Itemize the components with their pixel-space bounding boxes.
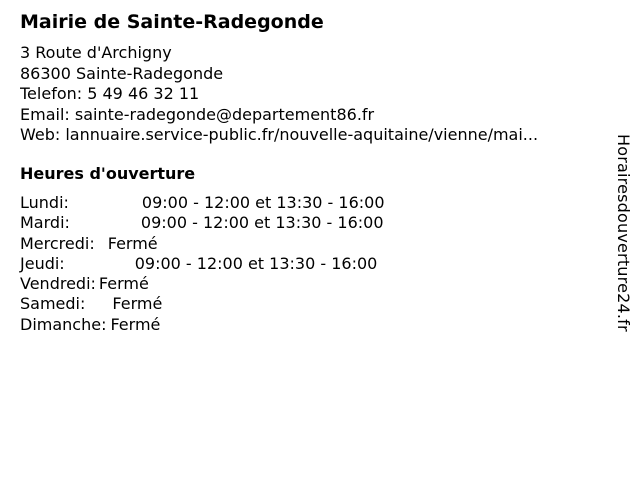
hours-value: Fermé (98, 274, 149, 294)
hours-row-thursday (20, 254, 385, 274)
site-watermark-label: Horairesdouverture24.fr (614, 134, 633, 332)
hours-value: Fermé (107, 233, 158, 253)
hours-value: 09:00 - 12:00 et 13:30 - 16:00 (140, 213, 384, 233)
day-label: Mardi: (20, 213, 70, 233)
page-title: Mairie de Sainte-Radegonde (20, 11, 324, 33)
email-address: Email: sainte-radegonde@departement86.fr (20, 104, 375, 124)
hours-value: Fermé (112, 294, 163, 314)
hours-row-monday (20, 193, 385, 213)
hours-row-sunday (20, 315, 385, 335)
hours-value: 09:00 - 12:00 et 13:30 - 16:00 (141, 193, 385, 212)
hours-row-tuesday (20, 213, 385, 233)
day-label: Jeudi: (20, 253, 65, 273)
day-label: Vendredi: (20, 274, 96, 294)
address-street: 3 Route d'Archigny (20, 43, 172, 62)
hours-row-wednesday (20, 234, 385, 254)
contact-info (20, 43, 595, 146)
website-link[interactable]: Web: lannuaire.service-public.fr/nouvelle-aquitaine/vienne/mai... (20, 125, 539, 144)
hours-row-friday (20, 274, 385, 294)
hours-value: Fermé (110, 314, 161, 334)
day-label: Dimanche: (20, 314, 107, 334)
address-city: 86300 Sainte-Radegonde (20, 63, 224, 83)
hours-value: 09:00 - 12:00 et 13:30 - 16:00 (134, 253, 378, 273)
opening-hours-list (20, 193, 385, 335)
hours-row-saturday (20, 294, 385, 314)
opening-hours-heading: Heures d'ouverture (20, 164, 196, 183)
day-label: Lundi: (20, 193, 69, 212)
day-label: Mercredi: (20, 233, 95, 253)
phone-number: Telefon: 5 49 46 32 11 (20, 84, 200, 103)
day-label: Samedi: (20, 294, 86, 314)
